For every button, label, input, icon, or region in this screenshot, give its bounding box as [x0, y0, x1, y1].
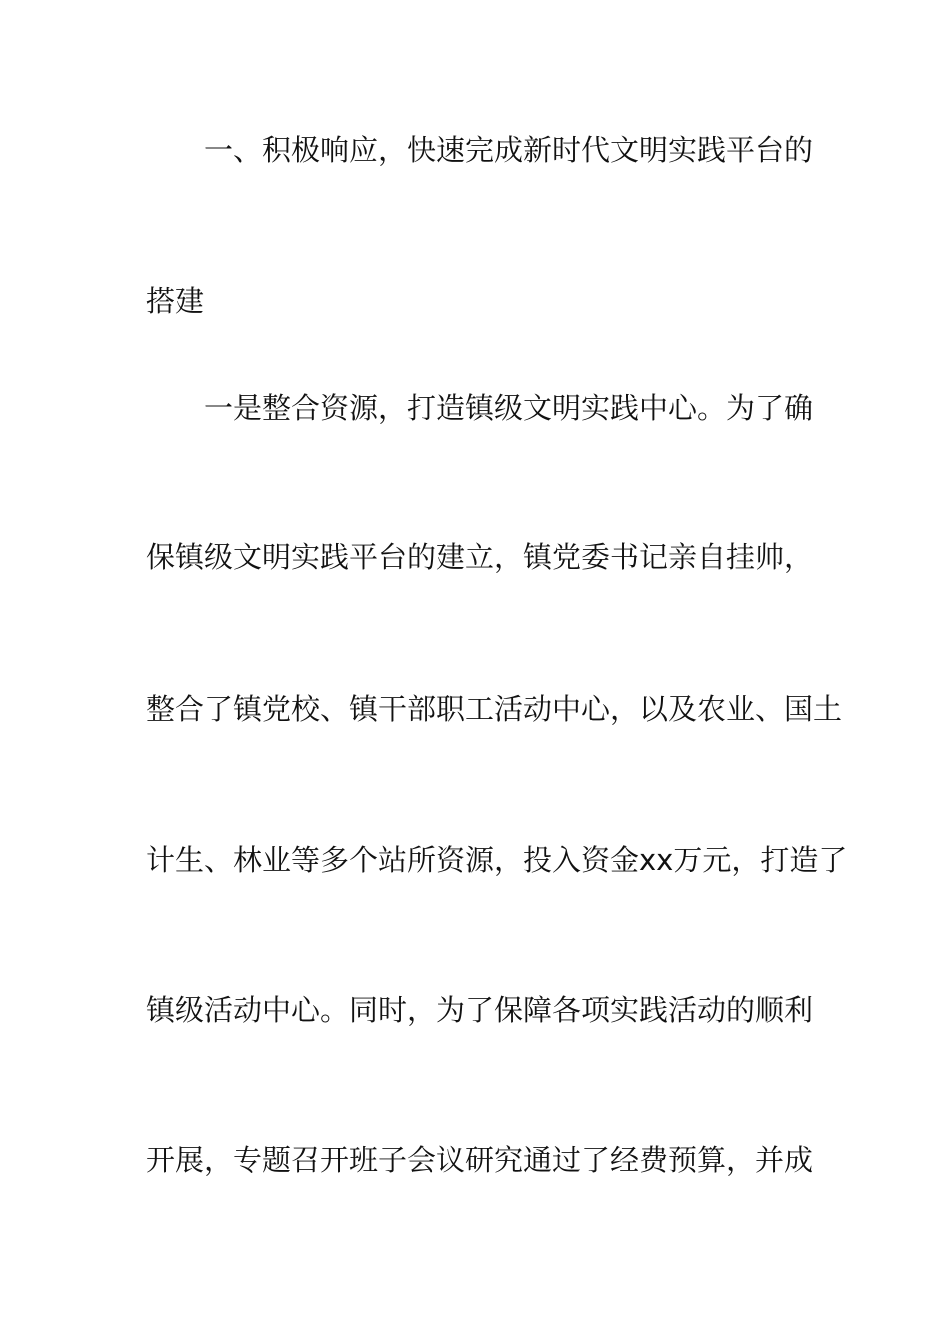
section-heading-line-1: 一、积极响应，快速完成新时代文明实践平台的: [204, 133, 814, 167]
section-heading-line-2: 搭建: [146, 284, 205, 318]
paragraph-line-1: 一是整合资源，打造镇级文明实践中心。为了确: [204, 391, 814, 425]
paragraph-line-4: 计生、林业等多个站所资源，投入资金xx万元，打造了: [146, 843, 848, 877]
paragraph-line-2: 保镇级文明实践平台的建立，镇党委书记亲自挂帅，: [146, 540, 814, 574]
paragraph-line-6: 开展，专题召开班子会议研究通过了经费预算，并成: [146, 1143, 814, 1177]
paragraph-line-3: 整合了镇党校、镇干部职工活动中心，以及农业、国土: [146, 692, 843, 726]
paragraph-line-5: 镇级活动中心。同时，为了保障各项实践活动的顺利: [146, 993, 814, 1027]
